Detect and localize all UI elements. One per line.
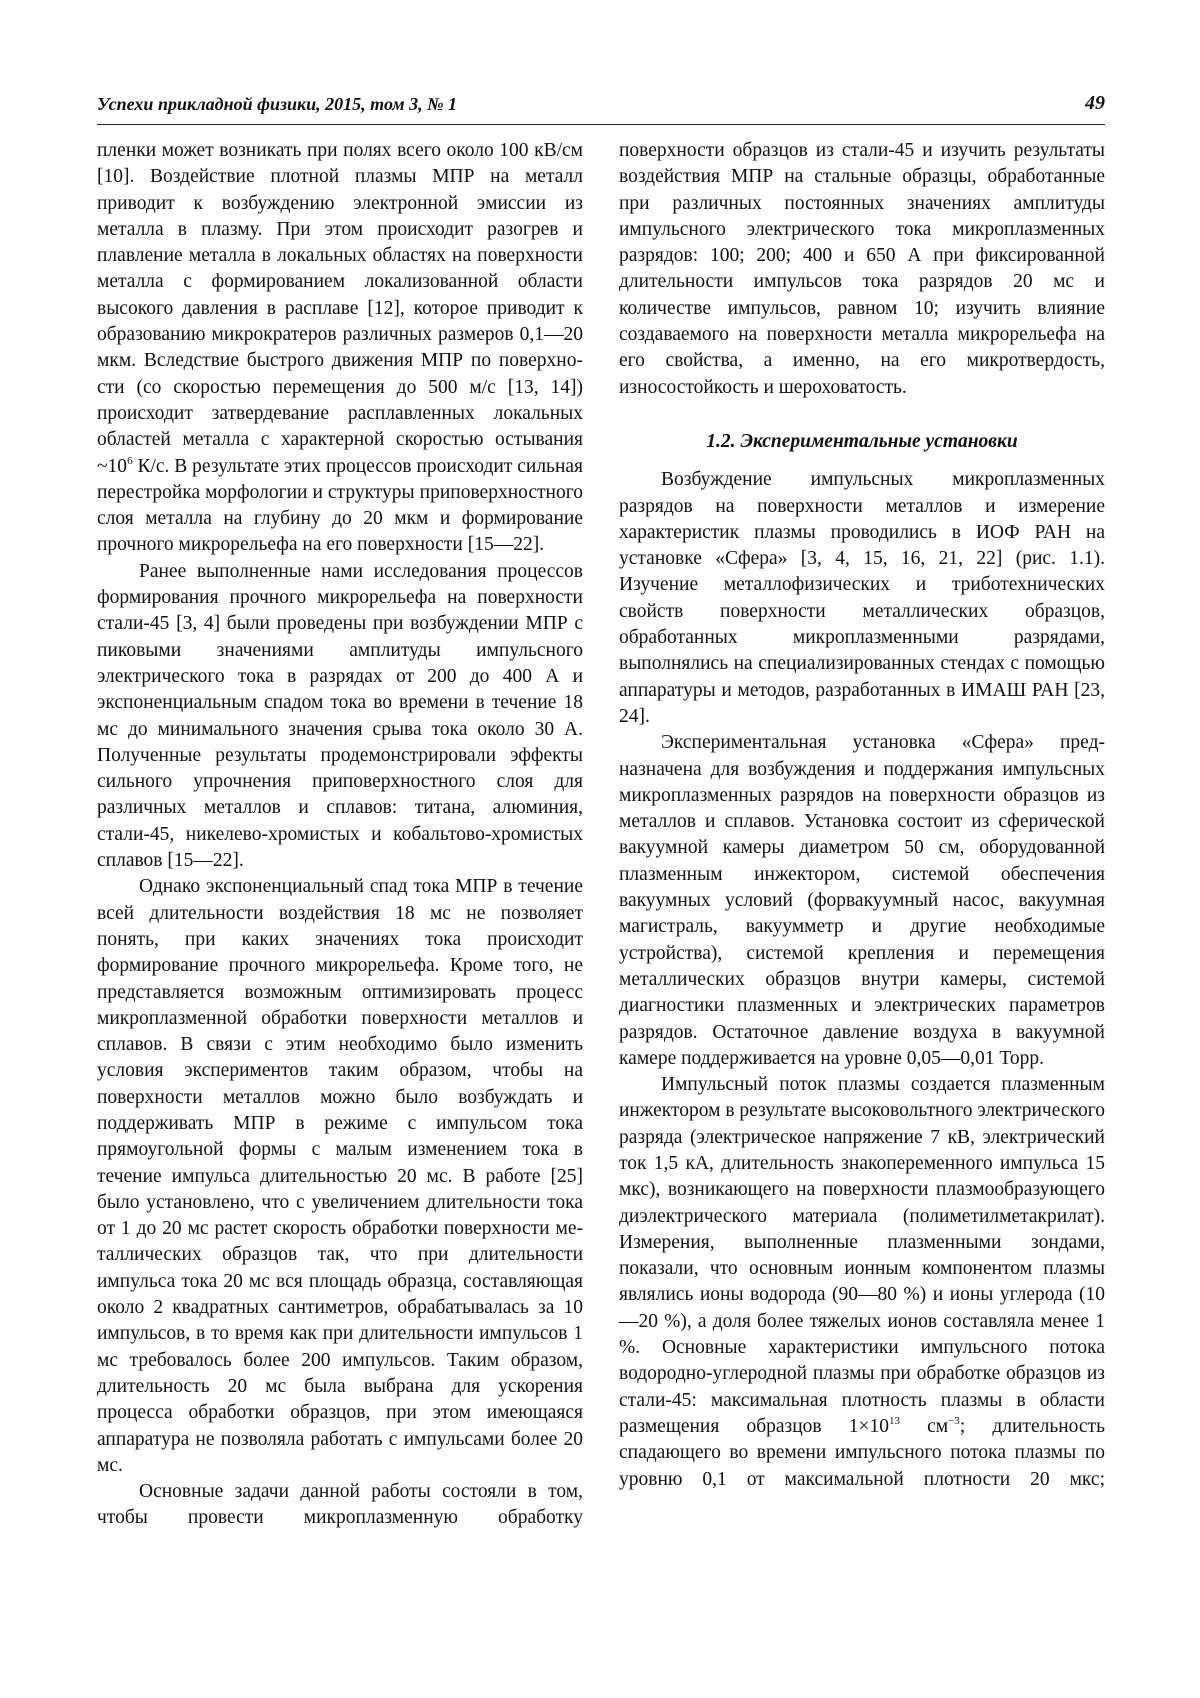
header-rule bbox=[97, 124, 1105, 125]
paragraph bbox=[97, 138, 583, 559]
journal-citation: Успехи прикладной физики, 2015, том 3, № 1 bbox=[97, 94, 458, 114]
paragraph bbox=[97, 874, 583, 1479]
text-run: см bbox=[899, 1415, 949, 1437]
superscript: 13 bbox=[888, 1414, 900, 1427]
superscript: −3 bbox=[948, 1414, 960, 1427]
left-column bbox=[97, 138, 583, 1532]
text-run: Возбуждение импульсных микроплазменных разрядов на поверхности металлов и измерение характеристик плазмы проводились в ИОФ РАН на установке «Сфера» [3, 4, 15, 16, 21, 22] (рис. 1.1). Изучение металлофизических и триботехнических свойств поверхности металлических образцов, обработанных микроплазменными разрядами, выполнялись на специализированных стендах с помощью аппаратуры и методов, разработанных в ИМАШ РАН [23, 24]. bbox=[619, 469, 1105, 727]
paragraph-continued bbox=[619, 1072, 1105, 1493]
text-run: поверхности образцов из стали-45 и изучить результаты воздействия МПР на стальные образцы, обработанные при различных постоянных значениях амплитуды импульсного электрического тока микроплазменных разрядов: 100; 200; 400 и 650 А при фиксированной длительности импульсов тока разрядов 20 мс и количестве импульсов, равном 10; изучить влияние создаваемого на поверхности металла микрорельефа на его свойства, а именно, на его микротвердость, износостойкость и шероховатость. bbox=[619, 140, 1105, 398]
text-run: Ранее выполненные нами исследования процессов формирования прочного микрорельефа на поверхности стали-45 [3, 4] были проведены при возбуждении МПР с пиковыми значениями амплитуды импульсного электрического тока в разрядах от 200 до 400 А и экспоненциальным спадом тока во времени в течение 18 мс до минимального значения срыва тока около 30 А. Полученные результаты продемонстрировали эффекты сильного упрочнения приповерхностного слоя для различных металлов и сплавов: титана, алюминия, стали-45, никелево-хромистых и кобальтово-хромистых сплавов [15—22]. bbox=[97, 560, 583, 872]
text-run: К/с. В результате этих процессов происходит сильная перестройка морфологии и структуры приповерхностного слоя металла на глубину до 20 мкм и формирование прочного микрорельефа на его поверхности [15—22]. bbox=[97, 455, 583, 556]
text-run: Импульсный поток плазмы создается плазменным инжектором в результате высоковольтного электрического разряда (электрическое напряжение 7 кВ, электрический ток 1,5 кА, длительность знакопеременного импульса 15 мкс), возникающего на поверхности плазмообразующего диэлектрического материала (полиметилметакрилат). Измерения, выполненные плазменными зондами, показали, что основным ионным компонентом плазмы являлись ионы водорода (90—80 %) и ионы углерода (10—20 %), а доля более тяжелых ионов составляла менее 1 %. Основные характеристики импульсного потока водородно-углеродной плазмы при обработке образцов из стали-45: максимальная плотность плазмы в области размещения образцов 1×10 bbox=[619, 1074, 1105, 1437]
paragraph-continued bbox=[97, 1479, 583, 1532]
paragraph bbox=[619, 730, 1105, 1072]
right-column bbox=[619, 138, 1105, 1493]
text-run: Однако экспоненциальный спад тока МПР в течение всей длительности воздействия 18 мс не позволяет понять, при каких значениях тока происходит формирование прочного микрорельефа. Кроме того, не представляется возможным оптимизировать процесс микроплазменной обработки поверхности металлов и сплавов. В связи с этим необходимо было изменить условия экспериментов таким образом, чтобы на поверхности металлов можно было возбуждать и поддерживать МПР в режиме с импульсом тока прямоугольной формы с малым изменением тока в течение импульса длительностью 20 мс. В работе [25] было установлено, что с увеличением длительности тока от 1 до 20 мс растет скорость обработки поверхности металлических образцов так, что при длительности импульса тока 20 мс вся площадь образца, составляющая около 2 квадратных сантиметров, обрабатывалась за 10 импульсов, в то время как при длительности импульсов 1 мс требовалось более 200 импульсов. Таким образом, длительность 20 мс была выбрана для ускорения процесса обработки образцов, при этом имеющаяся аппаратура не позволяла работать с импульсами более 20 мс. bbox=[97, 876, 583, 1476]
section-heading: 1.2. Экспериментальные установки bbox=[706, 430, 1018, 452]
text-run: ; длительность спадающего во времени импульсного потока плазмы по уровню 0,1 от максимальной плотности 20 мкс; bbox=[619, 1415, 1105, 1490]
running-header bbox=[97, 92, 1105, 122]
paragraph bbox=[97, 559, 583, 875]
page-number: 49 bbox=[1085, 92, 1105, 114]
text-run: Основные задачи данной работы состояли в том, чтобы провести микроплазменную обработку bbox=[97, 1481, 583, 1529]
superscript: 6 bbox=[127, 454, 133, 467]
text-run: пленки может возникать при полях всего около 100 кВ/см [10]. Воздействие плотной плазмы МПР на металл приводит к возбуждению электронной эмиссии из металла в плазму. При этом происходит разогрев и плавление металла в локальных областях на поверхности металла с формированием локализованной области высокого давления в расплаве [12], которое приводит к образованию микрократеров различных размеров 0,1—20 мкм. Вследствие быстрого движения МПР по поверхности (со скоростью перемещения до 500 м/с [13, 14]) происходит затвердевание расплавленных локальных областей металла с характерной скоростью остывания ~10 bbox=[97, 140, 583, 477]
text-run: Экспериментальная установка «Сфера» предназначена для возбуждения и поддержания импульсных микроплазменных разрядов на поверхности образцов из металлов и сплавов. Установка состоит из сферической вакуумной камеры диаметром 50 см, оборудованной плазменным инжектором, системой обеспечения вакуумных условий (форвакуумный насос, вакуумная магистраль, вакуумметр и другие необходимые устройства), системой крепления и перемещения металлических образцов внутри камеры, системой диагностики плазменных и электрических параметров разрядов. Остаточное давление воздуха в вакуумной камере поддерживается на уровне 0,05—0,01 Торр. bbox=[619, 732, 1105, 1069]
paragraph-continuation bbox=[619, 138, 1105, 401]
paragraph bbox=[619, 467, 1105, 730]
